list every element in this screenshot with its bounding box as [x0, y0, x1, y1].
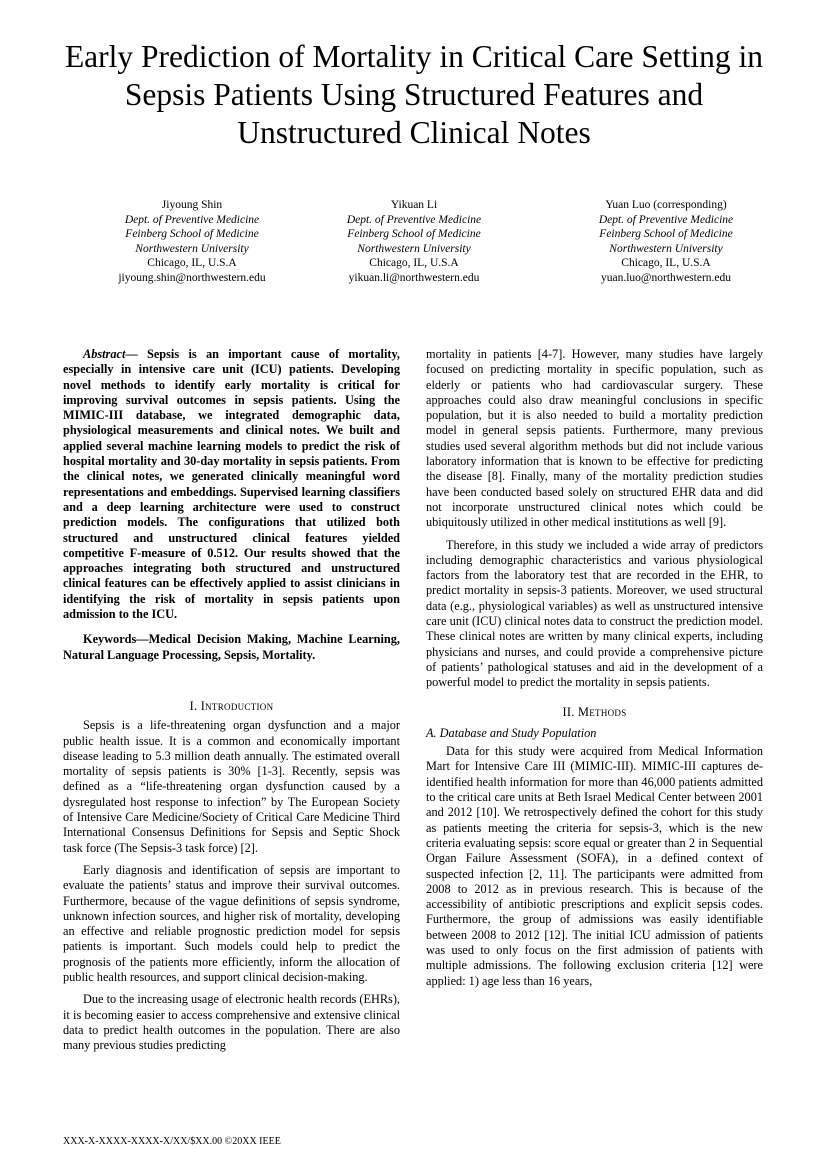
left-column [63, 347, 400, 1053]
author-dept: Dept. of Preventive Medicine [124, 213, 260, 226]
author-school: Feinberg School of Medicine [599, 228, 733, 241]
intro-paragraph: Due to the increasing usage of electronic health records (EHRs), it is becoming easier to access comprehensive and extensive clinical data to predict health outcomes in the population. There are also many previous studies predicting [63, 992, 400, 1053]
paper-title: Early Prediction of Mortality in Critical Care Setting in Sepsis Patients Using Structured Features and Unstructured Clinical Notes [64, 39, 764, 150]
author-school: Feinberg School of Medicine [125, 228, 259, 241]
right-column [426, 347, 763, 989]
author-name: Jiyoung Shin [161, 199, 223, 211]
author-email: jiyoung.shin@northwestern.edu [118, 271, 266, 284]
section-number: I. [189, 698, 201, 713]
section-title: Introduction [200, 698, 274, 713]
abstract-label: Abstract [83, 347, 126, 361]
copyright-footer: XXX-X-XXXX-XXXX-X/XX/$XX.00 ©20XX IEEE [63, 1136, 281, 1147]
author-location: Chicago, IL, U.S.A [621, 257, 711, 270]
intro-paragraph: Therefore, in this study we included a wide array of predictors including demographic characteristics and various physiological factors from the laboratory test that are recorded in the EHR, to predict mortality in sepsis-3 patients. Moreover, we used structural data (e.g., physiological variables) as well as unstructured intensive care unit (ICU) clinical notes data to construct the prediction model. These clinical notes are written by many clinical experts, including physicians and nurses, and could provide a comprehensive picture of patients’ pathological statuses and aid in the development of a powerful model to predict the mortality in sepsis patients. [426, 537, 763, 690]
subsection-heading: A. Database and Study Population [426, 725, 597, 740]
author-1 [92, 198, 292, 286]
intro-paragraph-continued: mortality in patients [4-7]. However, many studies have largely focused on predicting mortality in specific population, such as elderly or patients who had cardiovascular surgery. These approaches could also draw meaningful conclusions in specific population, but it is also needed to build a mortality prediction model in general sepsis patients. Furthermore, many previous studies used several algorithm methods but did not include various laboratory information that is known to be effective for predicting the disease [8]. Finally, many of the mortality prediction studies have been conducted based solely on structured EHR data and did not incorporate unstructured clinical notes which could be ubiquitously utilized in other medical institutions as well [9]. [426, 347, 763, 530]
author-email: yikuan.li@northwestern.edu [348, 271, 480, 284]
abstract-dash: — [125, 347, 147, 361]
author-location: Chicago, IL, U.S.A [147, 257, 237, 270]
author-3 [566, 198, 766, 286]
author-dept: Dept. of Preventive Medicine [346, 213, 482, 226]
abstract-text: Sepsis is an important cause of mortality, especially in intensive care unit (ICU) patients. Developing novel methods to identify early mortality is critical for improving survival outcomes in sepsis patients. Using the MIMIC-III database, we integrated demographic data, physiological measurements and clinical notes. We built and applied several machine learning models to predict the risk of hospital mortality and 30-day mortality in sepsis patients. From the clinical notes, we generated clinically meaningful word representations and embeddings. Supervised learning classifiers and a deep learning architecture were used to construct prediction models. The configurations that utilized both structured and unstructured clinical features yielded competitive F-measure of 0.512. Our results showed that the approaches integrating both structured and unstructured clinical features can be effectively applied to assist clinicians in identifying the risk of mortality in sepsis patients upon admission to the ICU. [63, 347, 400, 622]
author-university: Northwestern University [357, 242, 471, 255]
abstract [63, 347, 400, 622]
author-name: Yikuan Li [390, 199, 438, 211]
intro-paragraph: Sepsis is a life-threatening organ dysfunction and a major public health issue. It is a common and economically important disease leading to 5.3 million death annually. The estimated overall mortality of sepsis patients is 30% [1-3]. Recently, sepsis was defined as a “life-threatening organ dysfunction caused by a dysregulated host response to infection” by The European Society of Intensive Care Medicine/Society of Critical Care Medicine Third International Consensus Definitions for Sepsis and Septic Shock task force (The Sepsis-3 task force) [2]. [63, 718, 400, 855]
author-2 [314, 198, 514, 286]
methods-paragraph: Data for this study were acquired from Medical Information Mart for Intensive Care III (MIMIC-III). MIMIC-III captures de-identified health information for more than 46,000 patients admitted to the critical care units at Beth Israel Medical Center between 2001 and 2012 [10]. We retrospectively defined the cohort for this study as patients meeting the criteria for sepsis-3, which is the new criteria evaluating sepsis: score equal or greater than 2 in Sequential Organ Failure Assessment (SOFA), in a defined context of suspected infection [2, 11]. The participants were admitted from 2008 to 2012 as in previous research. This is because of the accessibility of antibiotic prescriptions and explicit sepsis codes. Furthermore, the group of admissions was easily identifiable between 2008 to 2012 [12]. The initial ICU admission of patients was used to only focus on the first admission of patients with multiple admissions. The following exclusion criteria [12] were applied: 1) age less than 16 years, [426, 744, 763, 988]
section-heading-introduction [63, 699, 400, 714]
author-name: Yuan Luo (corresponding) [605, 199, 727, 211]
keywords: Keywords—Medical Decision Making, Machine Learning, Natural Language Processing, Sepsis, Mortality. [63, 632, 400, 662]
author-school: Feinberg School of Medicine [347, 228, 481, 241]
section-heading-methods [426, 705, 763, 720]
section-title: Methods [578, 704, 627, 719]
author-block [40, 198, 788, 288]
author-email: yuan.luo@northwestern.edu [600, 271, 732, 284]
author-university: Northwestern University [135, 242, 249, 255]
author-dept: Dept. of Preventive Medicine [598, 213, 734, 226]
section-number: II. [562, 704, 578, 719]
intro-paragraph: Early diagnosis and identification of sepsis are important to evaluate the patients’ status and improve their survival outcomes. Furthermore, because of the vague definitions of sepsis syndrome, unknown infection sources, and higher risk of mortality, developing an effective and reliable prognostic prediction model for sepsis patients is important. Such models could help to predict the prognosis of the patients more efficiently, inform the allocation of public health resources, and support clinical decision-making. [63, 862, 400, 984]
author-location: Chicago, IL, U.S.A [369, 257, 459, 270]
author-university: Northwestern University [609, 242, 723, 255]
